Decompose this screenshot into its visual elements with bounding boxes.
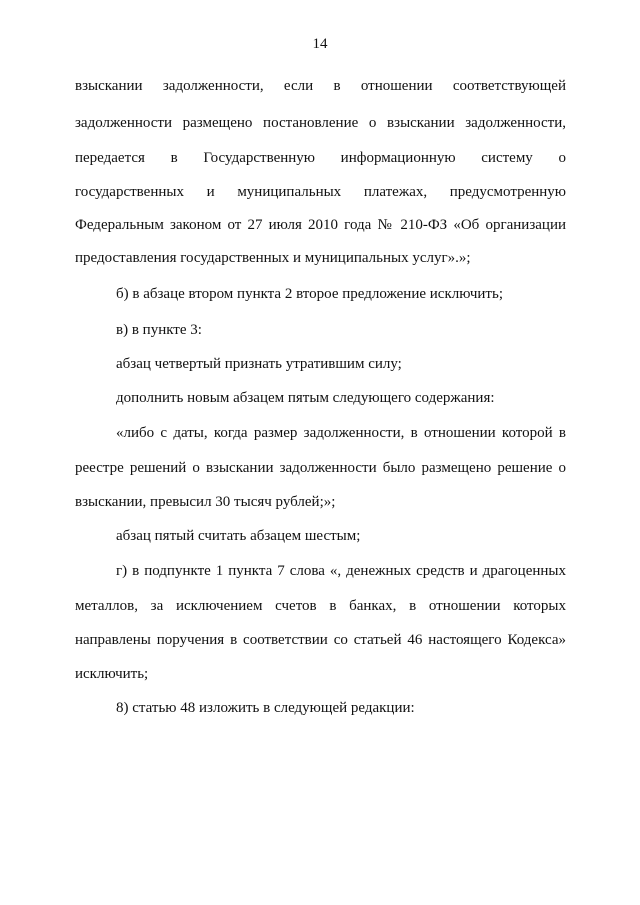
text-line: направлены поручения в соответствии со статьей 46 настоящего Кодекса» <box>75 632 566 648</box>
text-line: государственных и муниципальных платежах, предусмотренную <box>75 184 566 200</box>
paragraph-line: в) в пункте 3: <box>116 322 202 338</box>
text-line: взыскании, превысил 30 тысяч рублей;»; <box>75 494 336 510</box>
text-line: металлов, за исключением счетов в банках, в отношении которых <box>75 598 566 614</box>
page-number: 14 <box>312 36 328 52</box>
paragraph-line: г) в подпункте 1 пункта 7 слова «, денежных средств и драгоценных <box>116 563 566 579</box>
text-line: реестре решений о взыскании задолженности было размещено решение о <box>75 460 566 476</box>
paragraph-line: дополнить новым абзацем пятым следующего содержания: <box>116 390 495 406</box>
paragraph-line: абзац четвертый признать утратившим силу; <box>116 356 402 372</box>
paragraph-line: абзац пятый считать абзацем шестым; <box>116 528 361 544</box>
text-line: передается в Государственную информационную систему о <box>75 150 566 166</box>
text-line: исключить; <box>75 666 149 682</box>
paragraph-line: б) в абзаце втором пункта 2 второе предложение исключить; <box>116 286 503 302</box>
paragraph-line: 8) статью 48 изложить в следующей редакции: <box>116 700 415 716</box>
paragraph-line: «либо с даты, когда размер задолженности, в отношении которой в <box>116 425 566 441</box>
text-line: задолженности размещено постановление о взыскании задолженности, <box>75 115 566 131</box>
text-line: Федеральным законом от 27 июля 2010 года № 210-ФЗ «Об организации <box>75 217 566 233</box>
text-line: взыскании задолженности, если в отношении соответствующей <box>75 78 566 94</box>
text-line: предоставления государственных и муниципальных услуг».»; <box>75 250 471 266</box>
